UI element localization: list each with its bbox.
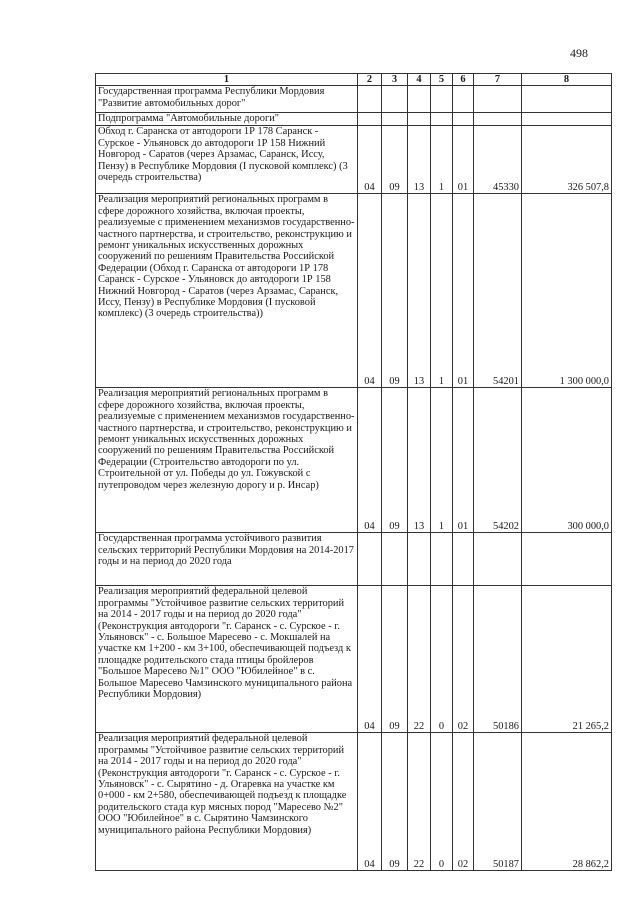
subprogram-code-cell: 1 <box>431 388 453 533</box>
column-header: 1 <box>96 74 358 86</box>
column-header: 3 <box>382 74 408 86</box>
event-code-cell: 01 <box>453 388 474 533</box>
section-code-cell: 04 <box>358 126 382 194</box>
table-header-row <box>96 74 612 86</box>
row-title: Государственная программа Республики Мордовия "Развитие автомобильных дорог" <box>96 86 358 113</box>
direction-code-cell: 54202 <box>474 388 522 533</box>
direction-code-cell: 45330 <box>474 126 522 194</box>
amount-cell: 1 300 000,0 <box>522 194 612 388</box>
subsection-code-cell <box>382 113 408 126</box>
program-code-cell: 22 <box>408 586 431 733</box>
subsection-code-cell: 09 <box>382 126 408 194</box>
program-code-cell: 22 <box>408 733 431 871</box>
subprogram-code-cell: 0 <box>431 733 453 871</box>
subsection-code-cell: 09 <box>382 194 408 388</box>
direction-code-cell: 50186 <box>474 586 522 733</box>
program-code-cell <box>408 113 431 126</box>
table-row <box>96 86 612 113</box>
subprogram-code-cell: 0 <box>431 586 453 733</box>
amount-cell: 28 862,2 <box>522 733 612 871</box>
subsection-code-cell: 09 <box>382 586 408 733</box>
amount-cell: 326 507,8 <box>522 126 612 194</box>
row-title: Обход г. Саранска от автодороги 1Р 178 Саранск - Сурское - Ульяновск до автодороги 1Р 158 Нижний Новгород - Саратов (через Арзамас, Саранск, Иссу, Пензу) в Республике Мордовия (I пусковой комплекс) (3 очередь строительства) <box>96 126 358 194</box>
event-code-cell: 01 <box>453 126 474 194</box>
direction-code-cell <box>474 86 522 113</box>
column-header: 8 <box>522 74 612 86</box>
column-header: 2 <box>358 74 382 86</box>
program-code-cell: 13 <box>408 194 431 388</box>
page-number: 498 <box>570 46 588 60</box>
event-code-cell: 01 <box>453 194 474 388</box>
subprogram-code-cell <box>431 86 453 113</box>
column-header: 5 <box>431 74 453 86</box>
budget-table <box>95 73 612 871</box>
subprogram-code-cell <box>431 113 453 126</box>
table-row <box>96 533 612 586</box>
row-title: Подпрограмма "Автомобильные дороги" <box>96 113 358 126</box>
event-code-cell <box>453 113 474 126</box>
row-title: Реализация мероприятий региональных программ в сфере дорожного хозяйства, включая проекты, реализуемые с применением механизмов государственно-частного партнерства, и строительство, реконструкцию и ремонт уникальных искусственных дорожных сооружений по решениям Правительства Российской Федерации (Строительство автодороги по ул. Строительной от ул. Победы до ул. Гожувской с путепроводом через железную дорогу и р. Инсар) <box>96 388 358 533</box>
table-row <box>96 113 612 126</box>
event-code-cell <box>453 533 474 586</box>
amount-cell <box>522 533 612 586</box>
subsection-code-cell <box>382 533 408 586</box>
subprogram-code-cell <box>431 533 453 586</box>
section-code-cell: 04 <box>358 388 382 533</box>
table-row <box>96 126 612 194</box>
direction-code-cell <box>474 113 522 126</box>
amount-cell: 300 000,0 <box>522 388 612 533</box>
table-row <box>96 733 612 871</box>
subsection-code-cell: 09 <box>382 388 408 533</box>
event-code-cell: 02 <box>453 733 474 871</box>
row-title: Реализация мероприятий региональных программ в сфере дорожного хозяйства, включая проекты, реализуемые с применением механизмов государственно-частного партнерства, и строительство, реконструкцию и ремонт уникальных искусственных дорожных сооружений по решениям Правительства Российской Федерации (Обход г. Саранска от автодороги 1Р 178 Саранск - Сурское - Ульяновск до автодороги 1Р 158 Нижний Новгород - Саратов (через Арзамас, Саранск, Иссу, Пензу) в Республике Мордовия (I пусковой комплекс) (3 очередь строительства)) <box>96 194 358 388</box>
table-row <box>96 586 612 733</box>
row-title: Реализация мероприятий федеральной целевой программы "Устойчивое развитие сельских территорий на 2014 - 2017 годы и на период до 2020 года" (Реконструкция автодороги "г. Саранск - с. Сурское - г. Ульяновск" - с. Сырятино - д. Огаревка на участке км 0+000 - км 2+580, обеспечивающей подъезд к площадке родительского стада кур мясных пород "Маресево №2" ООО "Юбилейное" в с. Сырятино Чамзинского муниципального района Республики Мордовия) <box>96 733 358 871</box>
column-header: 4 <box>408 74 431 86</box>
event-code-cell: 02 <box>453 586 474 733</box>
subsection-code-cell <box>382 86 408 113</box>
subsection-code-cell: 09 <box>382 733 408 871</box>
column-header: 6 <box>453 74 474 86</box>
direction-code-cell: 50187 <box>474 733 522 871</box>
amount-cell <box>522 86 612 113</box>
program-code-cell: 13 <box>408 126 431 194</box>
section-code-cell <box>358 86 382 113</box>
subprogram-code-cell: 1 <box>431 126 453 194</box>
direction-code-cell <box>474 533 522 586</box>
row-title: Реализация мероприятий федеральной целевой программы "Устойчивое развитие сельских территорий на 2014 - 2017 годы и на период до 2020 года" (Реконструкция автодороги "г. Саранск - с. Сурское - г. Ульяновск" - с. Большое Маресево - с. Мокшалей на участке км 1+200 - км 3+100, обеспечивающей подъезд к площадке родительского стада птицы бройлеров "Большое Маресево №1" ООО "Юбилейное" в с. Большое Маресево Чамзинского муниципального района Республики Мордовия) <box>96 586 358 733</box>
section-code-cell <box>358 113 382 126</box>
subprogram-code-cell: 1 <box>431 194 453 388</box>
section-code-cell: 04 <box>358 586 382 733</box>
program-code-cell <box>408 533 431 586</box>
event-code-cell <box>453 86 474 113</box>
section-code-cell <box>358 533 382 586</box>
amount-cell <box>522 113 612 126</box>
table-row <box>96 388 612 533</box>
table-row <box>96 194 612 388</box>
direction-code-cell: 54201 <box>474 194 522 388</box>
section-code-cell: 04 <box>358 733 382 871</box>
program-code-cell <box>408 86 431 113</box>
column-header: 7 <box>474 74 522 86</box>
section-code-cell: 04 <box>358 194 382 388</box>
amount-cell: 21 265,2 <box>522 586 612 733</box>
program-code-cell: 13 <box>408 388 431 533</box>
row-title: Государственная программа устойчивого развития сельских территорий Республики Мордовия на 2014-2017 годы и на период до 2020 года <box>96 533 358 586</box>
